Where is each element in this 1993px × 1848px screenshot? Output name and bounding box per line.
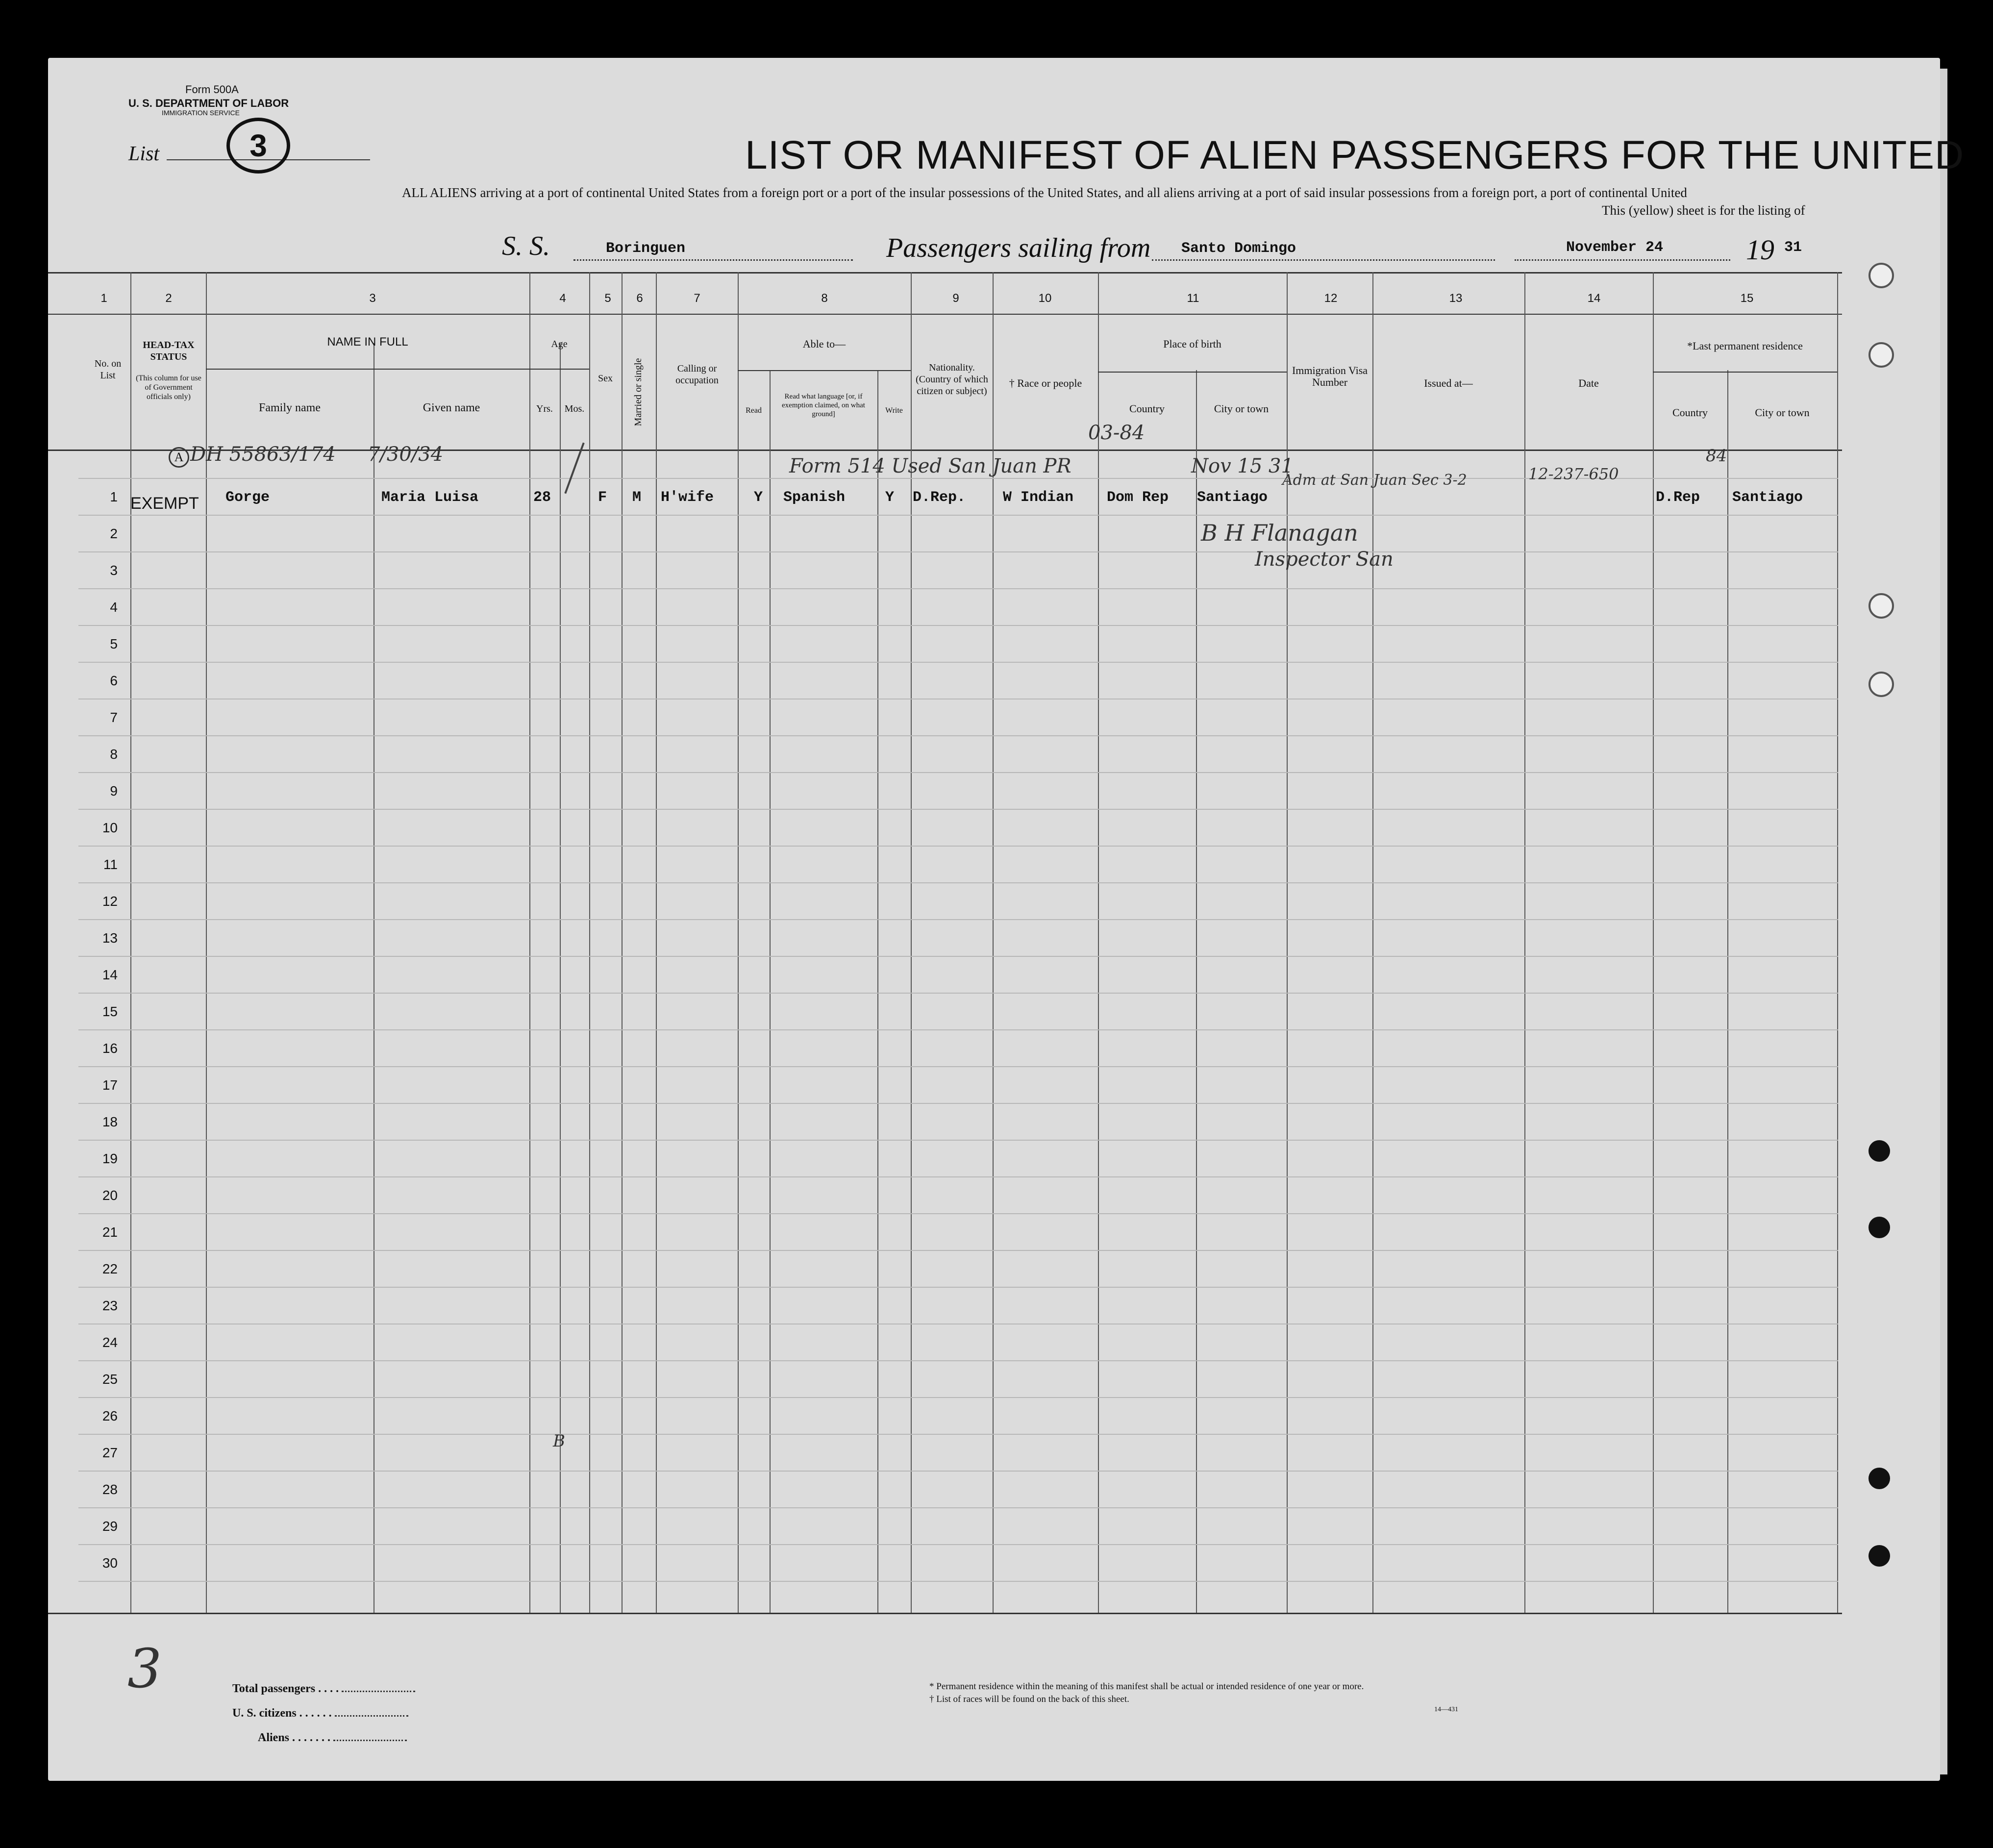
nov-date-note: Nov 15 31 [1191,455,1294,477]
row-27-mark: B [553,1431,565,1451]
colnum-14: 14 [1587,292,1601,305]
header-read-language: Read what language [or, if exemption claimed, on what ground] [782,393,865,418]
row-number: 5 [110,636,118,651]
header-calling: Calling or occupation [675,363,719,386]
colnum-8: 8 [821,292,828,305]
row-rule [78,515,1838,516]
table-bottom-border [48,1613,1842,1614]
binder-hole-icon [1868,1468,1890,1489]
colnum-5: 5 [604,292,611,305]
entry-married: M [632,489,642,506]
row-rule [78,1397,1838,1398]
colnum-15: 15 [1740,292,1754,305]
col-divider [877,370,878,1613]
row-number: 19 [102,1151,118,1166]
year-suffix: 31 [1784,239,1802,256]
row-number: 13 [102,930,118,946]
row-number: 4 [110,599,118,615]
header-date: Date [1578,377,1599,389]
header-yrs: Yrs. [536,403,553,414]
col-divider [656,272,657,1613]
colnum-7: 7 [694,292,700,305]
entry-language: Spanish [783,489,846,506]
col-divider [130,272,131,1613]
row-rule [78,1360,1838,1361]
colnum-3: 3 [369,292,376,305]
row-rule [78,1213,1838,1214]
colnum-separator [48,314,1842,315]
entry-sex: F [598,489,607,506]
row-number: 9 [110,783,118,799]
col-divider [529,272,530,1613]
binder-hole-icon [1868,1140,1890,1162]
residence-note: 84 [1706,446,1727,466]
row-number: 2 [110,526,118,541]
row-rule [78,1140,1838,1141]
row-rule [78,662,1838,663]
binder-hole-icon [1868,1545,1890,1567]
row-number: 1 [110,489,118,504]
row-number: 12 [102,894,118,909]
inspector-title: Inspector San [1255,548,1394,571]
row-rule [78,625,1838,626]
ship-name: Boringuen [606,240,686,257]
ship-underline [573,258,853,261]
row-number: 20 [102,1188,118,1203]
row-number: 28 [102,1482,118,1497]
us-citizens-label: U. S. citizens . . . . . . [232,1707,408,1720]
row-number: 15 [102,1004,118,1019]
row-number: 22 [102,1261,118,1276]
row-rule [78,1287,1838,1288]
row-rule [78,735,1838,736]
header-write: Write [885,406,903,415]
col-divider [206,272,207,1613]
case-date-note: 7/30/34 [368,443,444,466]
list-label: List [128,143,160,165]
header-family-name: Family name [259,401,321,414]
col-divider [1727,370,1728,1613]
row-number: 3 [110,563,118,578]
row-rule [78,1250,1838,1251]
port-underline [1152,258,1495,261]
header-read: Read [746,406,762,415]
row-number: 17 [102,1077,118,1093]
subtitle-2: This (yellow) sheet is for the listing of [1602,203,1805,218]
row-rule [78,1029,1838,1030]
name-subheader-line [206,369,529,370]
entry-head-tax: EXEMPT [130,494,199,513]
header-nationality: Nationality. (Country of which citizen or subject) [916,362,988,397]
entry-family-name: Gorge [225,489,270,506]
binder-hole-icon [1868,672,1894,697]
row-rule [78,1471,1838,1472]
header-race: † Race or people [1009,377,1082,389]
row-number: 14 [102,967,118,982]
row-rule [78,1176,1838,1177]
row-rule [78,1103,1838,1104]
col-divider [1837,272,1838,1613]
header-married: Married or single [633,358,644,426]
admission-note: Adm at San Juan Sec 3-2 [1282,472,1467,489]
row-number: 18 [102,1114,118,1129]
binder-hole-icon [1868,342,1894,368]
col-divider [589,272,590,1613]
footnote-residence: * Permanent residence within the meaning of this manifest shall be actual or intended residence of one year or more. [929,1681,1364,1692]
row-number: 11 [103,857,118,872]
service: IMMIGRATION SERVICE [162,109,240,117]
margin-three: 3 [127,1637,162,1700]
colnum-13: 13 [1449,292,1463,305]
row-rule [78,956,1838,957]
entry-given-name: Maria Luisa [381,489,479,506]
row-rule [78,993,1838,994]
row-number: 29 [102,1519,118,1534]
header-res-country: Country [1672,406,1708,419]
row-rule [78,1581,1838,1582]
header-birth-country: Country [1129,402,1165,415]
entry-nationality: D.Rep. [913,489,966,506]
entry-res-country: D.Rep [1656,489,1700,506]
colnum-9: 9 [952,292,959,305]
entry-race: W Indian [1003,489,1074,506]
header-able-to: Able to— [802,338,846,350]
header-place-of-birth: Place of birth [1163,338,1221,350]
entry-birth-city: Santiago [1197,489,1268,506]
header-given-name: Given name [423,401,480,414]
row-rule [78,772,1838,773]
col-divider [770,370,771,1613]
form-514-note: Form 514 Used San Juan PR [789,455,1071,477]
row-number: 26 [102,1408,118,1423]
entry-age: 28 [533,489,551,506]
total-passengers-label: Total passengers . . . . [232,1682,415,1696]
row-number: 23 [102,1298,118,1313]
inspector-signature: B H Flanagan [1201,520,1358,546]
row-number: 30 [102,1555,118,1571]
row-rule [78,551,1838,552]
residence-subheader-line [1653,372,1837,373]
col-divider [622,272,623,1613]
row-rule [78,846,1838,847]
header-issued-at: Issued at— [1424,377,1473,389]
col-divider [560,343,561,1613]
date-underline [1515,258,1730,261]
header-head-tax-note: (This column for use of Government officials only) [136,374,201,401]
header-age: Age [551,339,568,350]
colnum-1: 1 [100,292,107,305]
sailing-port: Santo Domingo [1181,240,1296,257]
binder-hole-icon [1868,1217,1890,1238]
colnum-12: 12 [1324,292,1338,305]
row-rule [78,809,1838,810]
entry-read: Y [754,489,763,506]
age-subheader-line [529,369,589,370]
row-number: 27 [102,1445,118,1460]
row-number: 6 [110,673,118,688]
table-top-border [48,272,1842,274]
aliens-label: Aliens . . . . . . . [258,1731,407,1745]
col-divider [1653,272,1654,1613]
binder-hole-icon [1868,593,1894,619]
col-divider [1524,272,1525,1613]
case-number-note: DH 55863/174 [190,443,336,466]
header-no-on-list: No. on List [94,358,122,381]
colnum-11: 11 [1187,292,1199,305]
entry-birth-country: Dom Rep [1107,489,1169,506]
header-visa: Immigration Visa Number [1292,364,1368,388]
col-divider [1196,370,1197,1613]
row-number: 24 [102,1335,118,1350]
department: U. S. DEPARTMENT OF LABOR [128,97,289,109]
colnum-10: 10 [1038,292,1052,305]
sailing-label: Passengers sailing from [886,233,1151,263]
row-rule [78,882,1838,883]
circle-a-mark: A [169,447,189,468]
form-number: Form 500A [185,83,239,96]
visa-number-note: 12-237-650 [1528,465,1619,483]
birth-subheader-line [1098,372,1287,373]
able-subheader-line [738,370,911,371]
row-rule [78,1544,1838,1545]
form-code-note: 03-84 [1088,422,1145,444]
sailing-date: November 24 [1566,239,1664,256]
row-rule [78,919,1838,920]
row-number: 8 [110,747,118,762]
entry-occupation: H'wife [661,489,714,506]
colnum-4: 4 [559,292,566,305]
footnote-races: † List of races will be found on the back of this sheet. [929,1694,1129,1704]
entry-write: Y [885,489,895,506]
row-number: 10 [102,820,118,835]
entry-res-city: Santiago [1732,489,1803,506]
row-rule [78,588,1838,589]
header-head-tax: HEAD-TAX STATUS [143,340,195,362]
row-number: 16 [102,1041,118,1056]
row-number: 7 [110,710,118,725]
header-sex: Sex [598,373,613,384]
col-divider [1098,272,1099,1613]
header-last-residence: *Last permanent residence [1687,340,1803,352]
colnum-6: 6 [636,292,643,305]
page-title: LIST OR MANIFEST OF ALIEN PASSENGERS FOR THE UNITED [745,133,1965,177]
header-res-city: City or town [1755,406,1810,419]
row-number: 21 [102,1224,118,1240]
header-mos: Mos. [564,403,585,414]
ss-label: S. S. [502,231,550,261]
header-birth-city: City or town [1214,402,1269,415]
header-name-in-full: NAME IN FULL [327,335,408,349]
row-rule [78,1507,1838,1508]
list-number-stamp: 3 [226,118,290,174]
subtitle: ALL ALIENS arriving at a port of continental United States from a foreign port or a port of the insular possessions of the United States, and all aliens arriving at a port of said insular possessions from a foreign port, a port of continental United [402,185,1687,200]
year-prefix: 19 [1746,234,1774,266]
footer-code: 14—431 [1434,1706,1458,1713]
binder-hole-icon [1868,263,1894,288]
row-rule [78,1066,1838,1067]
colnum-2: 2 [165,292,172,305]
row-number: 25 [102,1372,118,1387]
col-divider [738,272,739,1613]
row-rule [78,1434,1838,1435]
